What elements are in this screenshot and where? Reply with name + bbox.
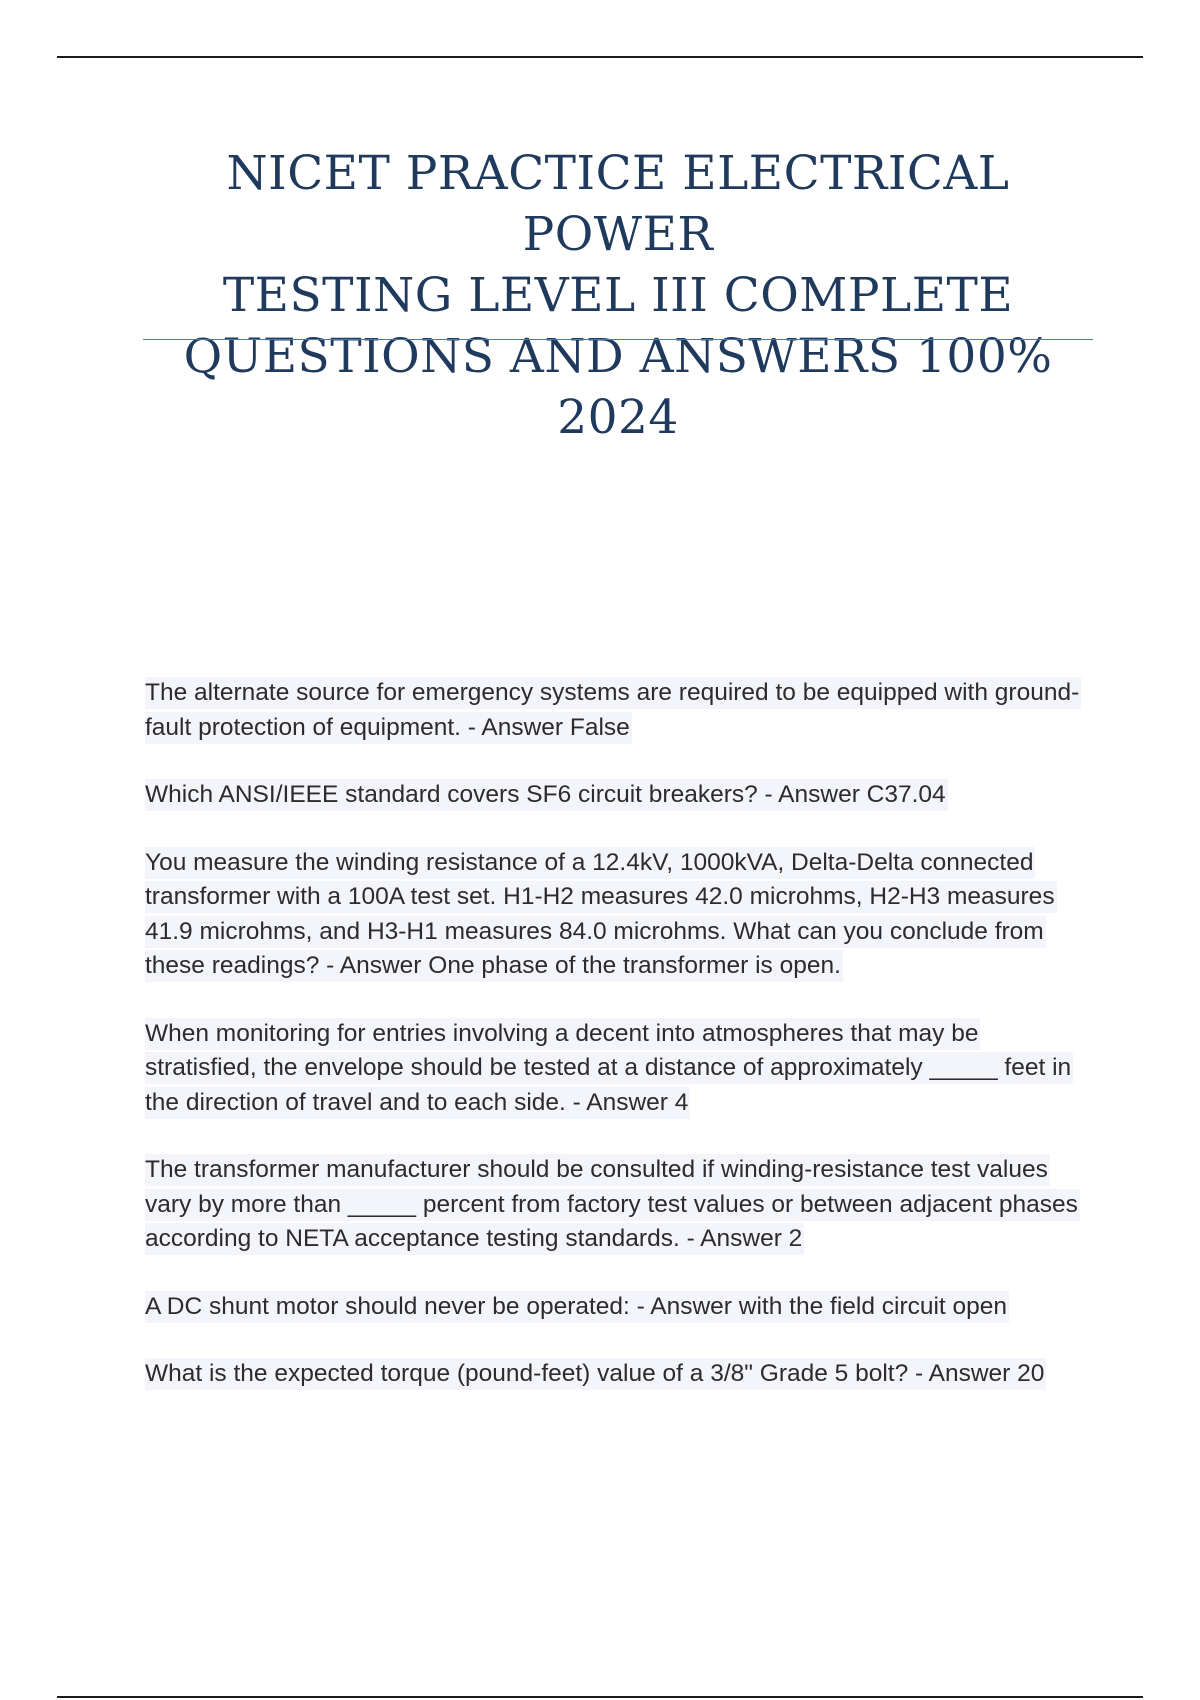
qa-item [145,1357,1085,1392]
qa-text: When monitoring for entries involving a decent into atmospheres that may be stratisfied, the envelope should be tested at a distance of approximately _____ feet in the direction of travel and to each side. - Answer 4 [145,1018,1073,1119]
qa-list [145,676,1085,1425]
qa-item [145,1153,1085,1257]
qa-text: You measure the winding resistance of a 12.4kV, 1000kVA, Delta-Delta connected transformer with a 100A test set. H1-H2 measures 42.0 microhms, H2-H3 measures 41.9 microhms, and H3-H1 measures 84.0 microhms. What can you conclude from these readings? - Answer One phase of the transformer is open. [145,847,1057,983]
qa-text: The transformer manufacturer should be consulted if winding-resistance test values vary by more than _____ percent from factory test values or between adjacent phases according to NETA acceptance testing standards. - Answer 2 [145,1154,1080,1255]
qa-item [145,1017,1085,1121]
qa-item [145,846,1085,984]
qa-text: What is the expected torque (pound-feet) value of a 3/8" Grade 5 bolt? - Answer 20 [145,1358,1046,1390]
title-line: TESTING LEVEL III COMPLETE [222,268,1014,323]
qa-item [145,778,1085,813]
document-title [143,143,1093,448]
footer-rule [57,1696,1143,1698]
qa-text: A DC shunt motor should never be operated: - Answer with the field circuit open [145,1291,1009,1323]
title-line: QUESTIONS AND ANSWERS 100% 2024 [183,329,1053,445]
qa-item [145,676,1085,745]
title-underline [143,339,1093,340]
header-rule [57,56,1143,58]
qa-item [145,1290,1085,1325]
qa-text: The alternate source for emergency systems are required to be equipped with ground-fault protection of equipment. - Answer False [145,677,1081,744]
qa-text: Which ANSI/IEEE standard covers SF6 circuit breakers? - Answer C37.04 [145,779,948,811]
title-line: NICET PRACTICE ELECTRICAL POWER [226,146,1010,262]
